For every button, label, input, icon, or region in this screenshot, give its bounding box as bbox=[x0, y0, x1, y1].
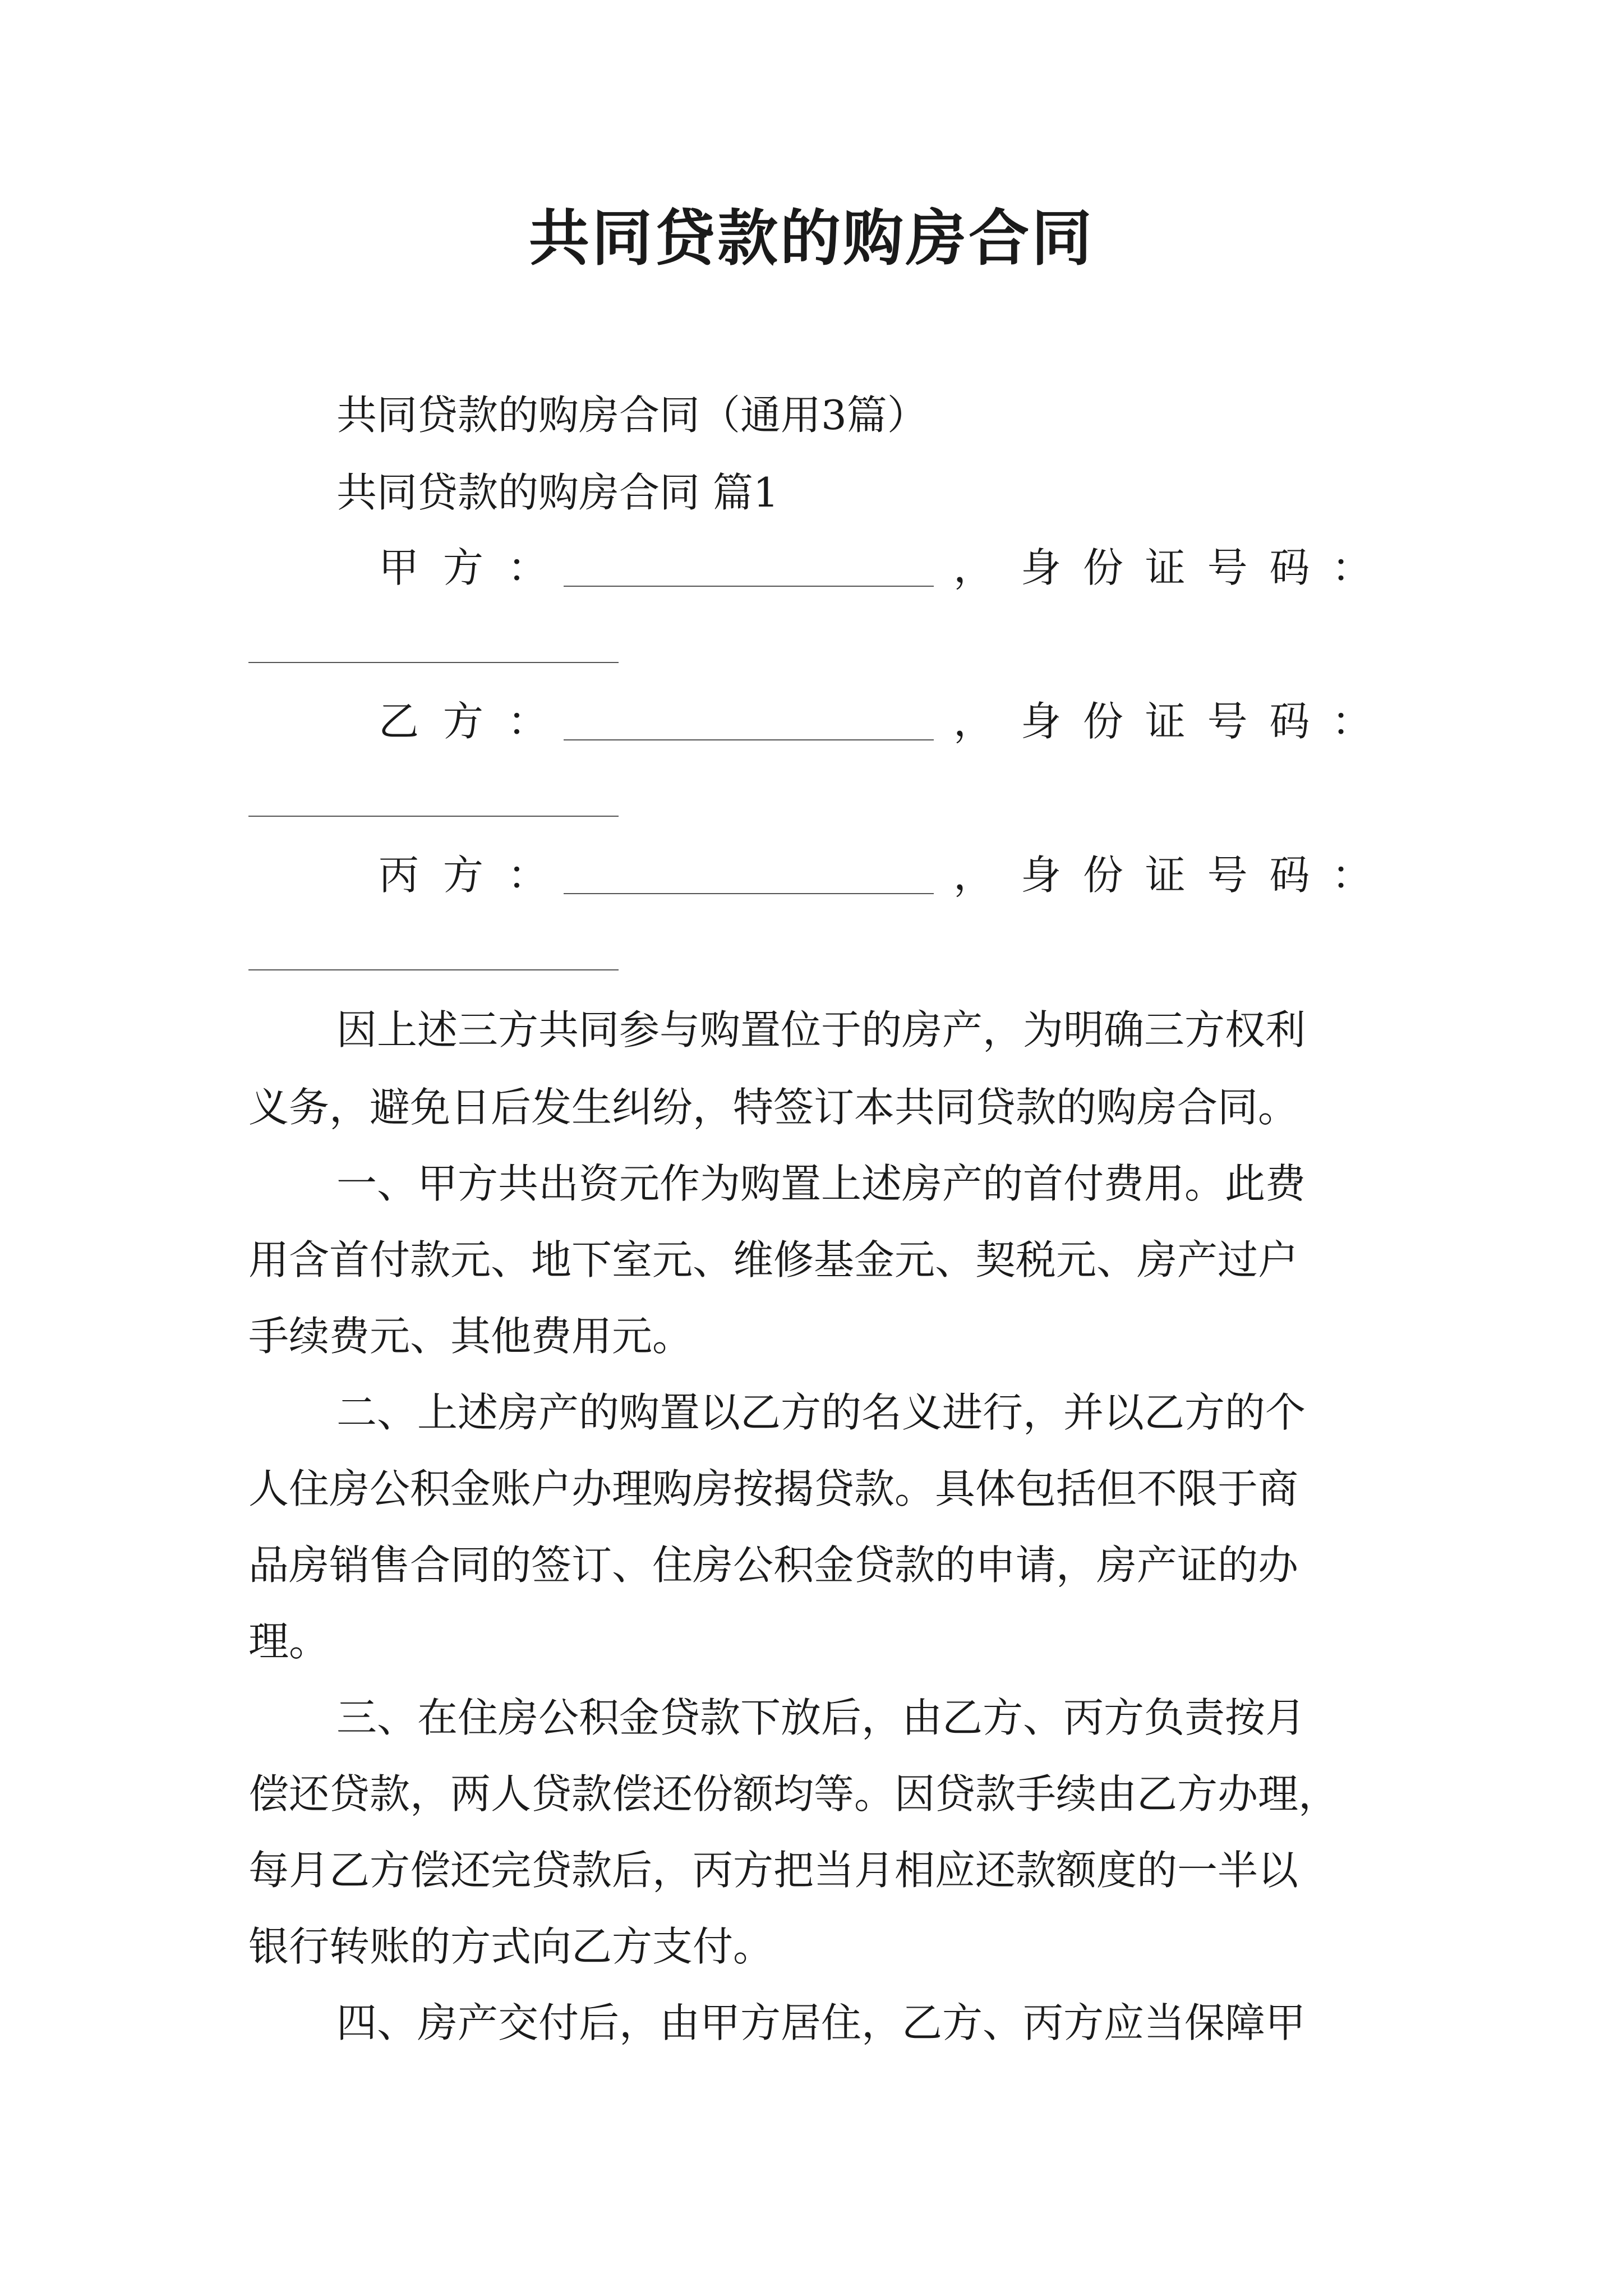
paragraph-line: 三、在住房公积金贷款下放后，由乙方、丙方负责按月 bbox=[336, 1694, 1306, 1741]
paragraph-line: 义务，避免日后发生纠纷，特签订本共同贷款的购房合同。 bbox=[248, 1084, 1299, 1131]
party-c-name-blank bbox=[564, 893, 934, 894]
party-a-label: 甲 方 ： bbox=[379, 544, 554, 591]
paragraph-line: 一、甲方共出资元作为购置上述房产的首付费用。此费 bbox=[336, 1160, 1306, 1207]
party-a-name-blank bbox=[564, 586, 934, 587]
paragraph-line: 理。 bbox=[248, 1618, 330, 1665]
party-c-label: 丙 方 ： bbox=[379, 852, 554, 899]
document-subtitle: 共同贷款的购房合同（通用3篇） bbox=[336, 392, 928, 439]
paragraph-line: 银行转账的方式向乙方支付。 bbox=[248, 1923, 774, 1970]
paragraph-line: 二、上述房产的购置以乙方的名义进行，并以乙方的个 bbox=[336, 1389, 1306, 1436]
party-c-id-label: 身 份 证 号 码 ： bbox=[1021, 852, 1377, 899]
paragraph-line: 手续费元、其他费用元。 bbox=[248, 1313, 693, 1360]
paragraph-line: 每月乙方偿还完贷款后，丙方把当月相应还款额度的一半以 bbox=[248, 1847, 1299, 1894]
party-a-id-blank bbox=[248, 662, 619, 663]
paragraph-line: 四、房产交付后，由甲方居住，乙方、丙方应当保障甲 bbox=[336, 1999, 1306, 2046]
paragraph-line: 品房销售合同的签订、住房公积金贷款的申请，房产证的办 bbox=[248, 1542, 1299, 1589]
party-b-name-blank bbox=[564, 739, 934, 740]
paragraph-line: 因上述三方共同参与购置位于的房产，为明确三方权利 bbox=[336, 1006, 1306, 1053]
party-c-comma: ， bbox=[953, 852, 994, 899]
party-b-label: 乙 方 ： bbox=[379, 698, 554, 745]
paragraph-line: 用含首付款元、地下室元、维修基金元、契税元、房产过户 bbox=[248, 1236, 1299, 1283]
party-a-id-label: 身 份 证 号 码 ： bbox=[1021, 544, 1377, 591]
party-c-id-blank bbox=[248, 969, 619, 970]
section-heading: 共同贷款的购房合同 篇1 bbox=[336, 469, 779, 516]
party-b-id-label: 身 份 证 号 码 ： bbox=[1021, 698, 1377, 745]
paragraph-line: 人住房公积金账户办理购房按揭贷款。具体包括但不限于商 bbox=[248, 1465, 1299, 1512]
party-b-comma: ， bbox=[953, 698, 994, 745]
party-b-id-blank bbox=[248, 816, 619, 817]
party-a-comma: ， bbox=[953, 544, 994, 591]
document-title: 共同贷款的购房合同 bbox=[528, 203, 1094, 274]
paragraph-line: 偿还贷款，两人贷款偿还份额均等。因贷款手续由乙方办理， bbox=[248, 1770, 1339, 1818]
